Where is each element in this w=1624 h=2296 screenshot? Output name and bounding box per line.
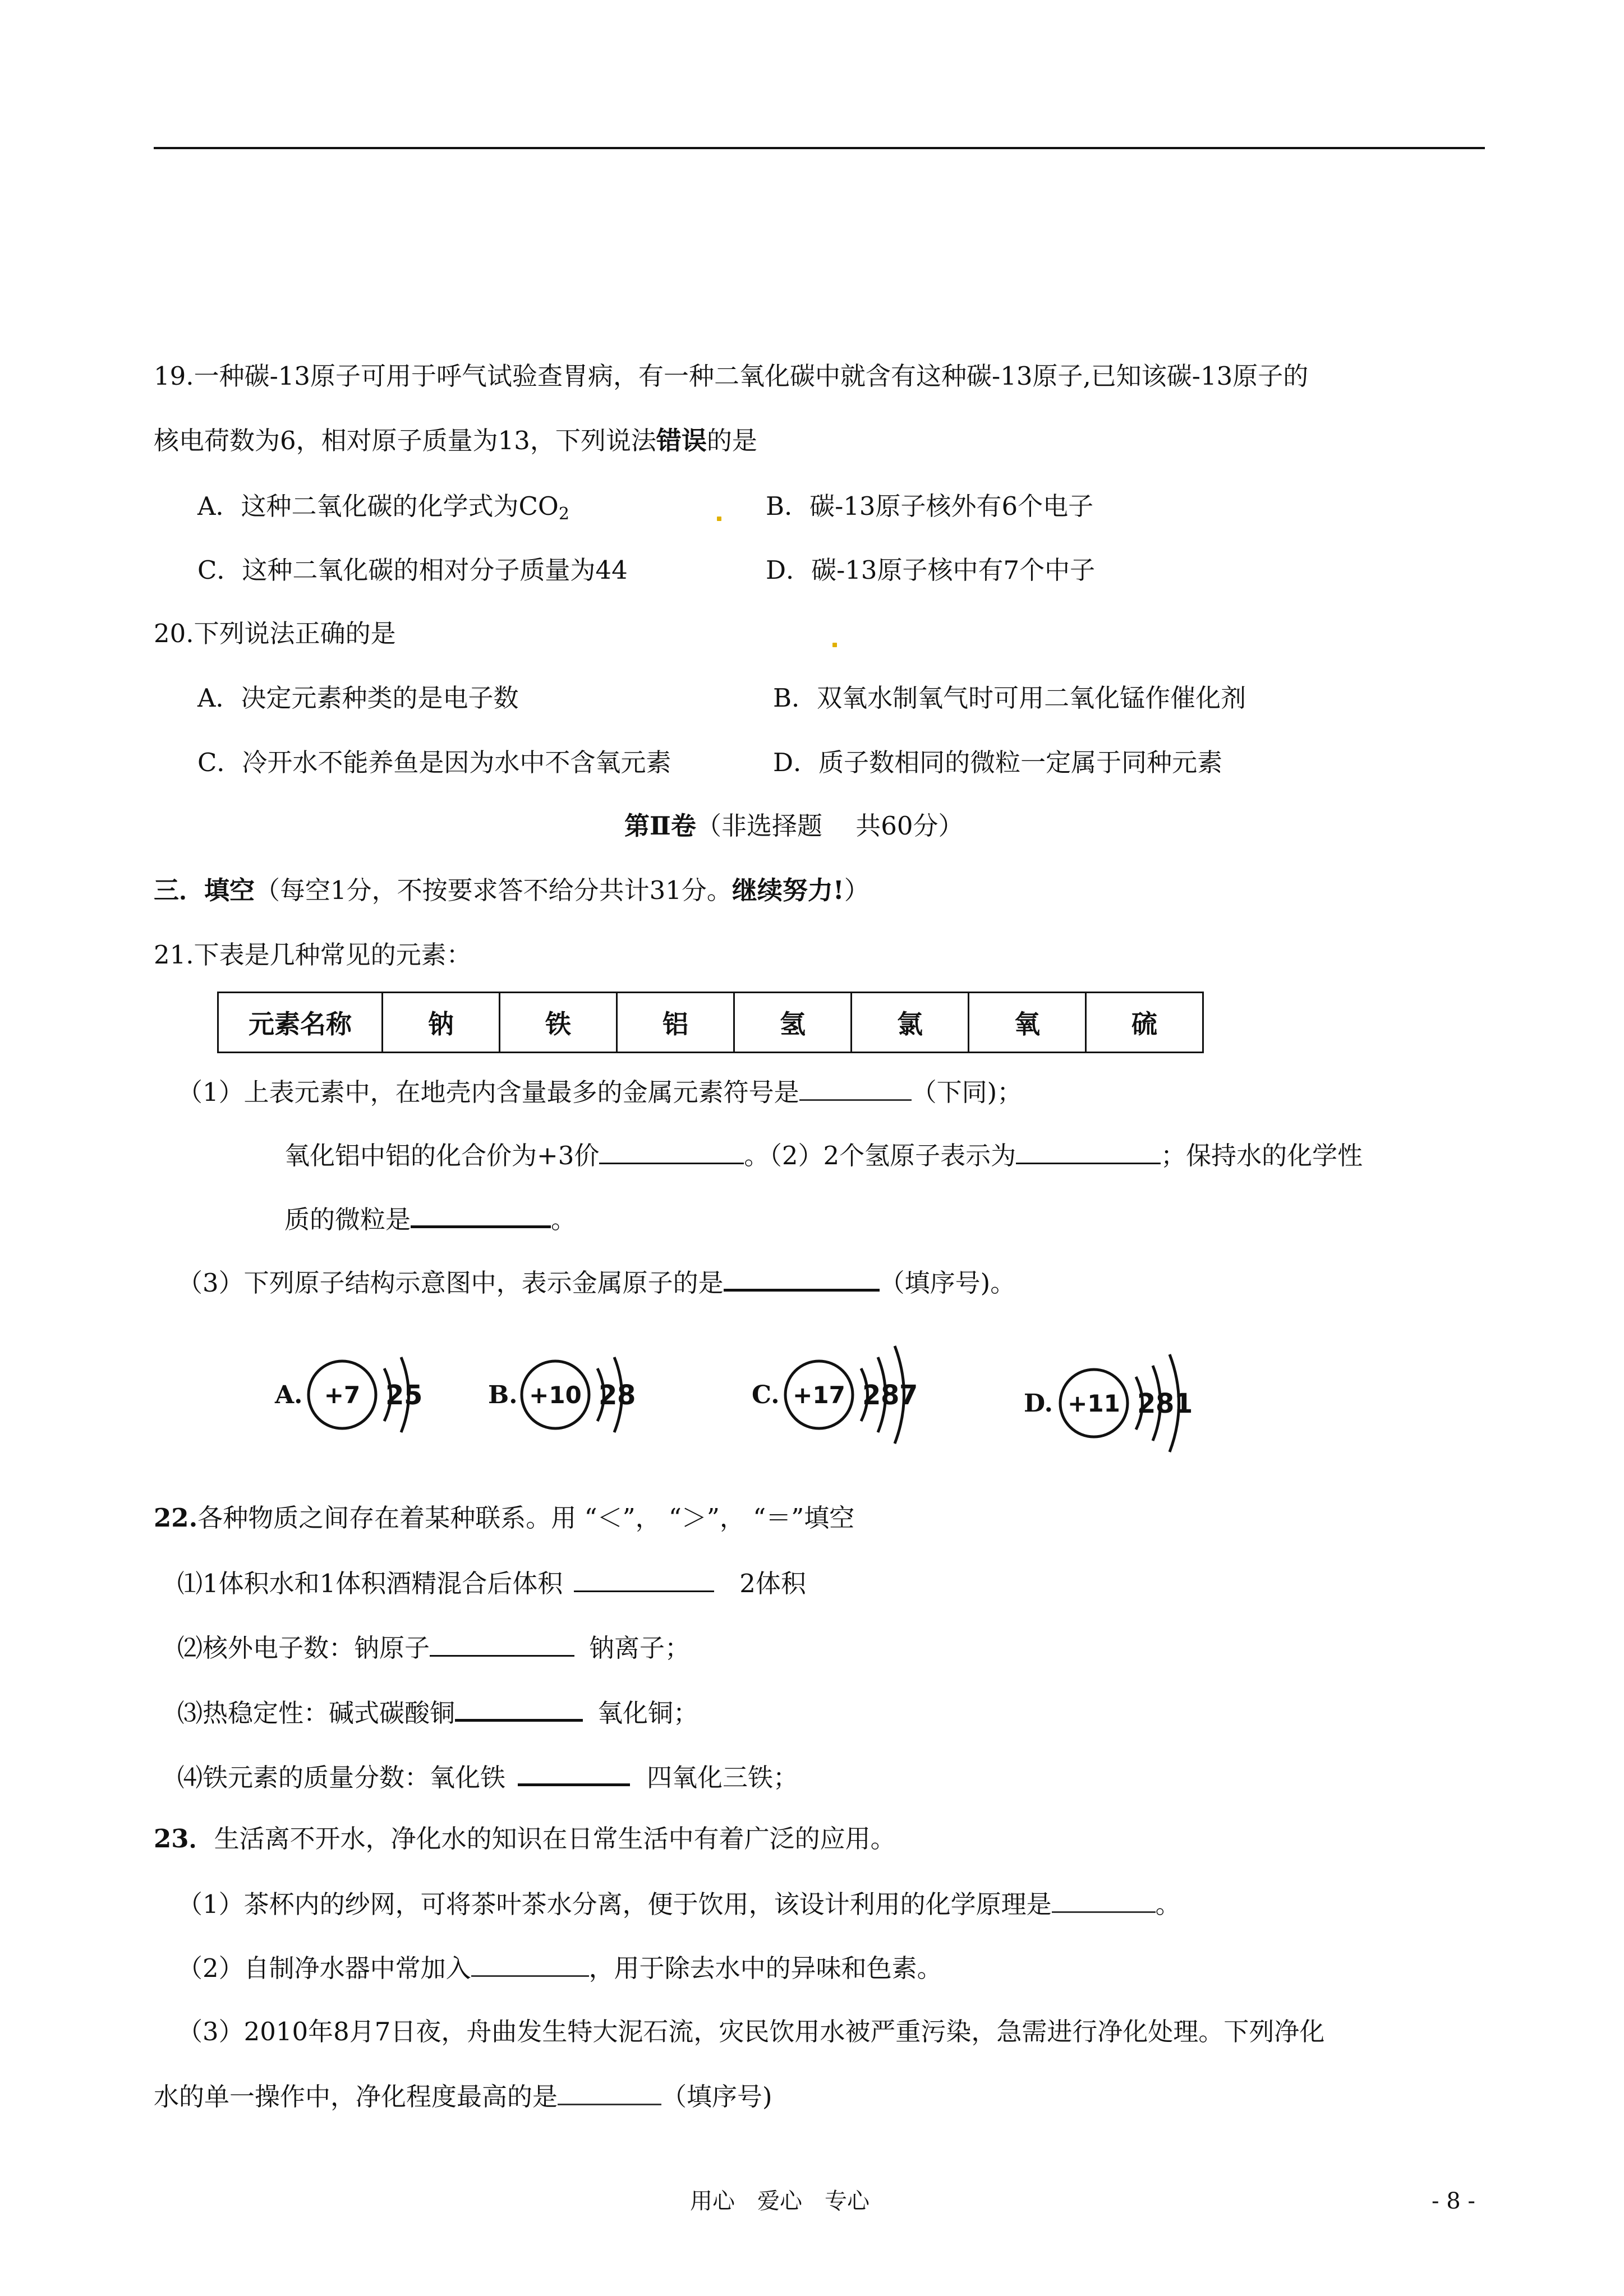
q22-item3-text: ⑶热稳定性：碱式碳酸铜	[177, 1698, 456, 1728]
q21-part3-end: （填序号)。	[879, 1268, 1016, 1298]
section3-heading	[154, 874, 869, 907]
q23-part1	[177, 1887, 1181, 1921]
element-cell: 氢	[734, 993, 852, 1053]
atom-diagram-c	[752, 1346, 918, 1444]
q19-option-d	[766, 554, 1095, 587]
q19-line1	[154, 359, 1308, 393]
answer-blank[interactable]	[799, 1075, 912, 1101]
q19-line2	[154, 424, 757, 458]
section3-close: ）	[844, 875, 869, 905]
answer-blank[interactable]	[430, 1630, 574, 1657]
atom-diagram-a	[274, 1357, 422, 1432]
shell-electrons: 2	[599, 1380, 618, 1411]
element-table	[217, 992, 1204, 1053]
answer-blank[interactable]	[455, 1694, 583, 1722]
q23-part3-text: （3）2010年8月7日夜，舟曲发生特大泥石流，灾民饮用水被严重污染，急需进行净化处理。下列净化	[177, 2017, 1325, 2046]
q23-number: 23．	[154, 1824, 214, 1854]
q22-item1-end: 2体积	[739, 1569, 806, 1598]
q22-item4	[177, 1759, 798, 1795]
element-cell: 钠	[383, 993, 500, 1053]
answer-blank[interactable]	[1016, 1138, 1161, 1164]
q20-option-a-text: A．决定元素种类的是电子数	[197, 683, 519, 713]
nucleus-charge: +17	[793, 1381, 845, 1409]
q23-part2-text: （2）自制净水器中常加入	[177, 1953, 471, 1983]
section3-title: 三．填空	[154, 875, 255, 905]
element-table-row	[218, 993, 1203, 1053]
shell-electrons: 1	[1174, 1388, 1193, 1419]
q22-item2-text: ⑵核外电子数：钠原子	[177, 1633, 430, 1663]
atom-label: A.	[275, 1381, 303, 1409]
q23-part3-end: （填序号)	[661, 2082, 772, 2111]
q23-part3-text-2: 水的单一操作中，净化程度最高的是	[154, 2082, 558, 2111]
q20-option-b	[773, 681, 1246, 715]
q22-item2	[177, 1630, 690, 1665]
header-rule	[154, 147, 1485, 149]
section3-encouragement: 继续努力!	[732, 875, 844, 905]
atom-diagram-d	[1024, 1354, 1193, 1452]
q20-option-d-text: D．质子数相同的微粒一定属于同种元素	[773, 748, 1223, 777]
q21-part3	[177, 1264, 1015, 1300]
part2-heading	[624, 809, 964, 843]
q22-stem	[154, 1501, 854, 1535]
q20-stem-text: 20.下列说法正确的是	[154, 619, 396, 648]
shell-electrons: 5	[404, 1380, 423, 1411]
shell-electrons: 2	[862, 1380, 881, 1411]
q19-option-a	[197, 490, 569, 531]
q19-option-a-text: A．这种二氧化碳的化学式为CO	[197, 491, 559, 521]
q19-stem-end: 的是	[706, 426, 757, 455]
q21-part1-line2	[284, 1138, 1363, 1173]
part2-subtitle: （非选择题 共60分）	[696, 811, 964, 841]
q22-item3	[177, 1694, 698, 1730]
q21-part3-text: （3）下列原子结构示意图中，表示金属原子的是	[177, 1268, 724, 1298]
atom-label: B.	[488, 1381, 518, 1409]
q21-stem-text: 21.下表是几种常见的元素：	[154, 940, 472, 970]
atom-diagram-b	[488, 1357, 636, 1432]
q22-item3-end: 氧化铜；	[597, 1698, 699, 1728]
part2-title: 第Ⅱ卷	[624, 811, 696, 841]
q21-part2-text: 。（2）2个氢原子表示为	[744, 1141, 1016, 1170]
q20-option-c	[197, 746, 671, 780]
shell-electrons: 8	[617, 1380, 636, 1411]
answer-blank[interactable]	[471, 1951, 589, 1977]
q23-part3-line2	[154, 2079, 772, 2114]
element-table-header: 元素名称	[218, 993, 383, 1053]
q19-option-b-text: B．碳-13原子核外有6个电子	[766, 491, 1094, 521]
answer-blank[interactable]	[1052, 1887, 1156, 1913]
q21-water-text: ；保持水的化学性	[1161, 1141, 1363, 1170]
q23-part1-end: 。	[1155, 1889, 1181, 1919]
shell-electrons: 7	[899, 1380, 918, 1411]
answer-blank[interactable]	[574, 1566, 714, 1592]
element-cell: 氯	[852, 993, 969, 1053]
q23-part1-text: （1）茶杯内的纱网，可将茶叶茶水分离，便于饮用，该设计利用的化学原理是	[177, 1889, 1052, 1919]
nucleus-charge: +10	[529, 1381, 582, 1409]
answer-blank[interactable]	[518, 1759, 630, 1786]
q21-valence-text: 氧化铝中铝的化合价为+3价	[284, 1141, 600, 1170]
q21-part1-line3	[284, 1201, 576, 1237]
element-cell: 铝	[617, 993, 734, 1053]
q20-option-a	[197, 681, 519, 715]
page-number: - 8 -	[1432, 2188, 1475, 2214]
answer-blank[interactable]	[411, 1201, 551, 1228]
q19-emphasis: 错误	[656, 426, 707, 455]
answer-blank[interactable]	[724, 1264, 880, 1292]
q21-part1-end: （下同)；	[911, 1077, 1023, 1107]
q19-option-c-text: C．这种二氧化碳的相对分子质量为44	[197, 555, 628, 585]
q22-item4-end: 四氧化三铁；	[647, 1763, 799, 1792]
q19-option-a-subscript: 2	[558, 504, 569, 524]
q20-stem	[154, 617, 396, 651]
shell-electrons: 2	[1137, 1388, 1156, 1419]
answer-blank[interactable]	[558, 2079, 661, 2105]
q23-stem-text: 生活离不开水，净化水的知识在日常生活中有着广泛的应用。	[214, 1824, 896, 1854]
q20-option-c-text: C．冷开水不能养鱼是因为水中不含氧元素	[197, 748, 671, 777]
q20-option-b-text: B．双氧水制氧气时可用二氧化锰作催化剂	[773, 683, 1246, 713]
atom-structure-diagrams	[247, 1324, 1212, 1492]
q22-item2-end: 钠离子；	[589, 1633, 691, 1663]
q22-item1	[177, 1566, 806, 1601]
q21-particle-text: 质的微粒是	[284, 1205, 411, 1234]
q22-item1-text: ⑴1体积水和1体积酒精混合后体积	[177, 1569, 563, 1598]
nucleus-charge: +11	[1068, 1390, 1120, 1417]
q21-particle-end: 。	[551, 1205, 577, 1234]
shell-electrons: 8	[1156, 1388, 1175, 1419]
answer-blank[interactable]	[599, 1138, 744, 1164]
scan-dot	[832, 643, 837, 647]
q21-part1-text: （1）上表元素中，在地壳内含量最多的金属元素符号是	[177, 1077, 799, 1107]
footer-motto: 用心 爱心 专心	[690, 2188, 869, 2214]
q23-part2	[177, 1951, 942, 1985]
shell-electrons: 8	[881, 1380, 900, 1411]
q19-option-c	[197, 554, 628, 587]
q19-option-d-text: D．碳-13原子核中有7个中子	[766, 555, 1096, 585]
q23-part2-end: ，用于除去水中的异味和色素。	[588, 1953, 942, 1983]
shell-electrons: 2	[385, 1380, 404, 1411]
scan-dot	[717, 517, 721, 521]
atom-label: D.	[1024, 1389, 1053, 1418]
q22-stem-text: 各种物质之间存在着某种联系。用 “＜”， “＞”， “＝”填空	[197, 1503, 855, 1533]
section3-note: （每空1分，不按要求答不给分共计31分。	[255, 875, 732, 905]
q23-part3	[177, 2015, 1324, 2049]
atom-label: C.	[752, 1381, 780, 1409]
q21-stem	[154, 938, 472, 972]
q22-item4-text: ⑷铁元素的质量分数：氧化铁	[177, 1763, 506, 1792]
q21-part1	[177, 1075, 1022, 1109]
nucleus-charge: +7	[324, 1381, 361, 1409]
q22-number: 22.	[154, 1503, 198, 1533]
element-cell: 硫	[1086, 993, 1203, 1053]
element-cell: 氧	[969, 993, 1086, 1053]
q19-stem-text-2: 核电荷数为6，相对原子质量为13，下列说法	[154, 426, 656, 455]
q19-option-b	[766, 490, 1093, 523]
element-cell: 铁	[500, 993, 617, 1053]
q20-option-d	[773, 746, 1222, 780]
q19-stem-text: 19.一种碳-13原子可用于呼气试验查胃病，有一种二氧化碳中就含有这种碳-13原子,已知该碳-13原子的	[154, 361, 1309, 391]
q23-stem	[154, 1822, 896, 1856]
